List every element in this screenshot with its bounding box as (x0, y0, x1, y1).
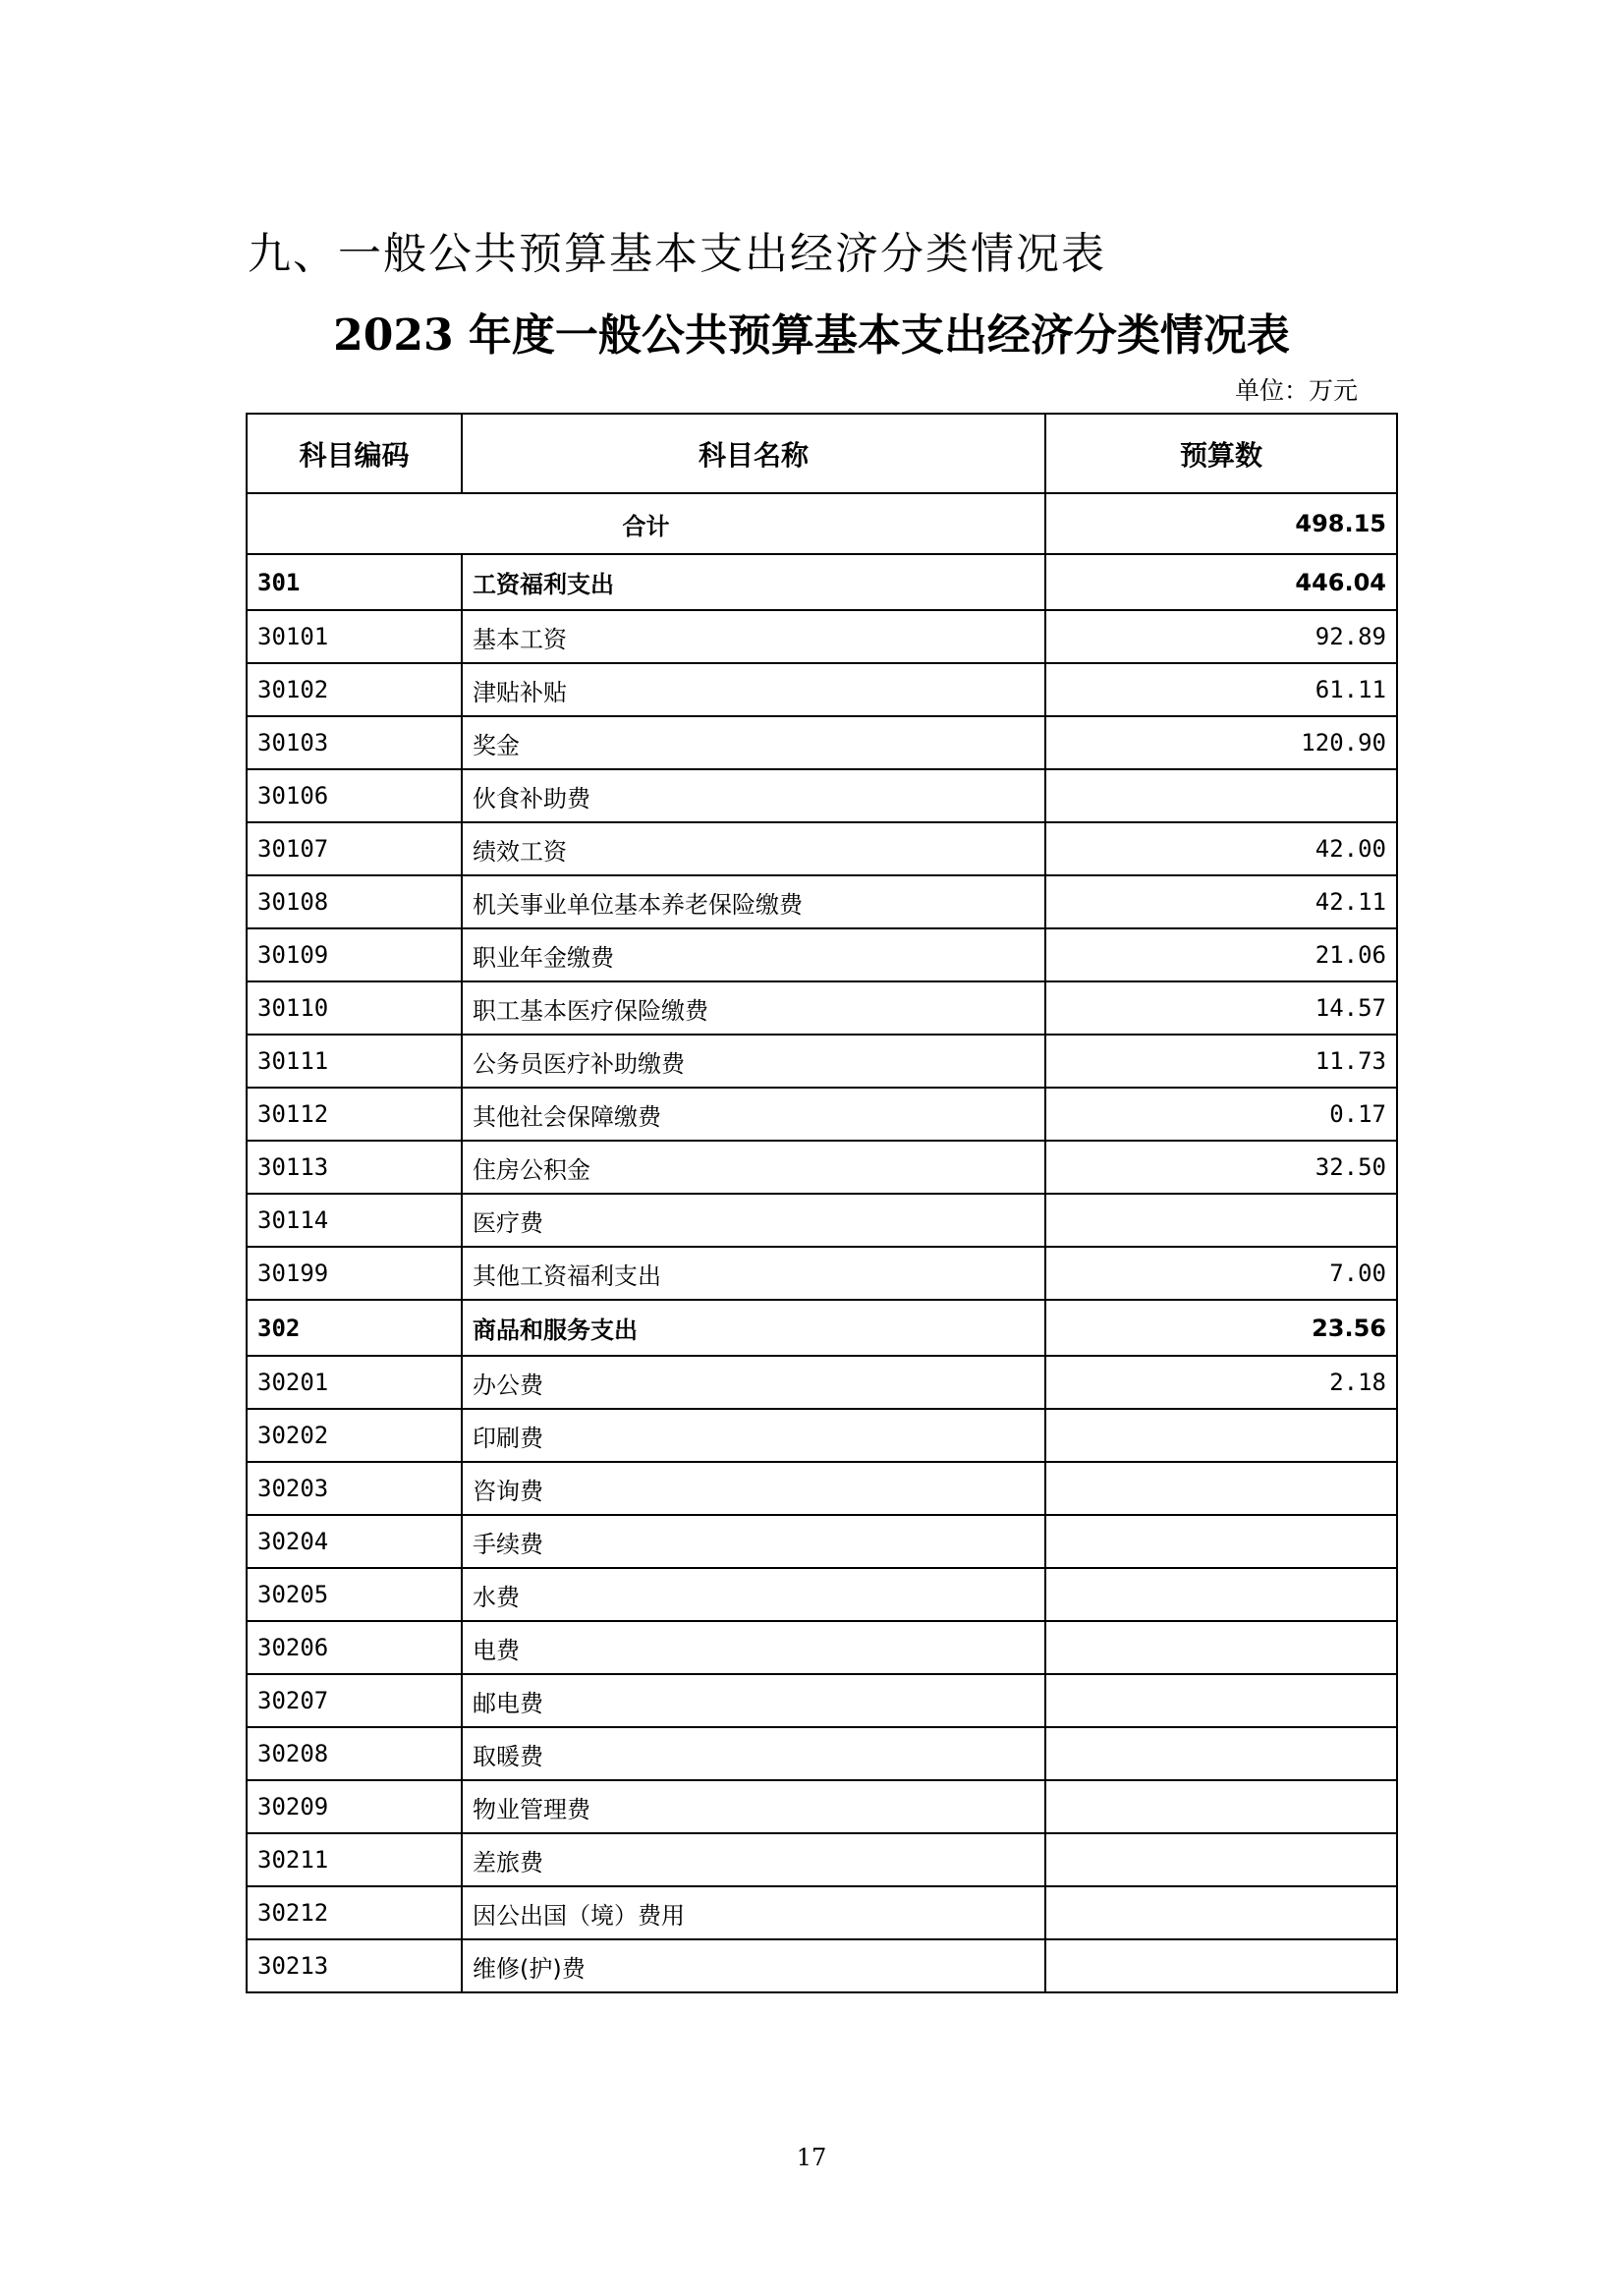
row-name: 基本工资 (462, 610, 1045, 663)
row-name: 电费 (462, 1621, 1045, 1674)
row-amount: 446.04 (1045, 554, 1397, 610)
row-amount: 14.57 (1045, 981, 1397, 1035)
unit-label: 单位：万元 (1234, 376, 1358, 405)
row-amount (1045, 1886, 1397, 1939)
table-row (247, 1035, 1397, 1088)
row-code: 30109 (247, 928, 462, 981)
table-row (247, 610, 1397, 663)
row-code: 30101 (247, 610, 462, 663)
row-amount: 61.11 (1045, 663, 1397, 716)
row-amount (1045, 1462, 1397, 1515)
row-amount: 42.00 (1045, 822, 1397, 875)
row-amount: 32.50 (1045, 1141, 1397, 1194)
row-amount (1045, 1939, 1397, 1992)
row-amount: 92.89 (1045, 610, 1397, 663)
row-name: 医疗费 (462, 1194, 1045, 1247)
row-code: 30114 (247, 1194, 462, 1247)
row-amount (1045, 1515, 1397, 1568)
row-code: 30110 (247, 981, 462, 1035)
table-row (247, 1462, 1397, 1515)
row-name: 印刷费 (462, 1409, 1045, 1462)
row-amount (1045, 1568, 1397, 1621)
table-row (247, 716, 1397, 769)
table-title: 2023 年度一般公共预算基本支出经济分类情况表 (333, 310, 1290, 361)
header-name: 科目名称 (462, 414, 1045, 493)
row-name: 商品和服务支出 (462, 1300, 1045, 1356)
row-code: 30203 (247, 1462, 462, 1515)
row-amount: 11.73 (1045, 1035, 1397, 1088)
total-amount: 498.15 (1045, 493, 1397, 554)
row-code: 30202 (247, 1409, 462, 1462)
row-amount: 23.56 (1045, 1300, 1397, 1356)
row-amount (1045, 1727, 1397, 1780)
row-code: 30107 (247, 822, 462, 875)
row-amount (1045, 769, 1397, 822)
row-code: 30207 (247, 1674, 462, 1727)
row-name: 取暖费 (462, 1727, 1045, 1780)
row-name: 公务员医疗补助缴费 (462, 1035, 1045, 1088)
row-code: 30206 (247, 1621, 462, 1674)
row-name: 邮电费 (462, 1674, 1045, 1727)
table-row (247, 1939, 1397, 1992)
table-row (247, 663, 1397, 716)
category-row (247, 1300, 1397, 1356)
row-code: 30103 (247, 716, 462, 769)
row-name: 其他工资福利支出 (462, 1247, 1045, 1300)
row-name: 物业管理费 (462, 1780, 1045, 1833)
row-name: 水费 (462, 1568, 1045, 1621)
table-row (247, 769, 1397, 822)
row-name: 伙食补助费 (462, 769, 1045, 822)
row-name: 其他社会保障缴费 (462, 1088, 1045, 1141)
row-name: 因公出国（境）费用 (462, 1886, 1045, 1939)
table-row (247, 1621, 1397, 1674)
table-header-row (247, 414, 1397, 493)
row-code: 30102 (247, 663, 462, 716)
row-code: 301 (247, 554, 462, 610)
row-code: 30208 (247, 1727, 462, 1780)
table-row (247, 1409, 1397, 1462)
row-amount (1045, 1833, 1397, 1886)
table-row (247, 875, 1397, 928)
row-amount (1045, 1621, 1397, 1674)
row-amount (1045, 1780, 1397, 1833)
table-row (247, 1886, 1397, 1939)
table-row (247, 928, 1397, 981)
total-label: 合计 (247, 493, 1045, 554)
table-row (247, 822, 1397, 875)
row-amount: 0.17 (1045, 1088, 1397, 1141)
table-row (247, 1141, 1397, 1194)
row-amount: 42.11 (1045, 875, 1397, 928)
budget-table (246, 413, 1398, 1993)
row-code: 30106 (247, 769, 462, 822)
row-amount: 2.18 (1045, 1356, 1397, 1409)
row-name: 住房公积金 (462, 1141, 1045, 1194)
table-row (247, 1088, 1397, 1141)
row-code: 302 (247, 1300, 462, 1356)
row-amount: 21.06 (1045, 928, 1397, 981)
table-row (247, 1780, 1397, 1833)
header-amount: 预算数 (1045, 414, 1397, 493)
row-code: 30212 (247, 1886, 462, 1939)
row-code: 30112 (247, 1088, 462, 1141)
row-code: 30204 (247, 1515, 462, 1568)
row-code: 30213 (247, 1939, 462, 1992)
row-name: 手续费 (462, 1515, 1045, 1568)
row-amount (1045, 1194, 1397, 1247)
row-code: 30205 (247, 1568, 462, 1621)
table-row (247, 1568, 1397, 1621)
row-code: 30201 (247, 1356, 462, 1409)
row-name: 差旅费 (462, 1833, 1045, 1886)
row-code: 30111 (247, 1035, 462, 1088)
row-name: 奖金 (462, 716, 1045, 769)
table-row (247, 1515, 1397, 1568)
header-code: 科目编码 (247, 414, 462, 493)
total-row (247, 493, 1397, 554)
row-code: 30108 (247, 875, 462, 928)
row-name: 办公费 (462, 1356, 1045, 1409)
row-amount: 7.00 (1045, 1247, 1397, 1300)
row-name: 工资福利支出 (462, 554, 1045, 610)
category-row (247, 554, 1397, 610)
row-name: 机关事业单位基本养老保险缴费 (462, 875, 1045, 928)
table-row (247, 1727, 1397, 1780)
row-amount (1045, 1409, 1397, 1462)
table-row (247, 1356, 1397, 1409)
row-amount: 120.90 (1045, 716, 1397, 769)
table-row (247, 1247, 1397, 1300)
table-row (247, 1194, 1397, 1247)
row-name: 维修(护)费 (462, 1939, 1045, 1992)
table-row (247, 981, 1397, 1035)
row-code: 30209 (247, 1780, 462, 1833)
row-name: 职工基本医疗保险缴费 (462, 981, 1045, 1035)
row-code: 30113 (247, 1141, 462, 1194)
section-heading: 九、一般公共预算基本支出经济分类情况表 (248, 229, 1106, 279)
table-row (247, 1674, 1397, 1727)
row-amount (1045, 1674, 1397, 1727)
row-name: 职业年金缴费 (462, 928, 1045, 981)
table-row (247, 1833, 1397, 1886)
row-name: 咨询费 (462, 1462, 1045, 1515)
row-name: 绩效工资 (462, 822, 1045, 875)
row-code: 30199 (247, 1247, 462, 1300)
row-name: 津贴补贴 (462, 663, 1045, 716)
page-number: 17 (796, 2144, 827, 2171)
row-code: 30211 (247, 1833, 462, 1886)
